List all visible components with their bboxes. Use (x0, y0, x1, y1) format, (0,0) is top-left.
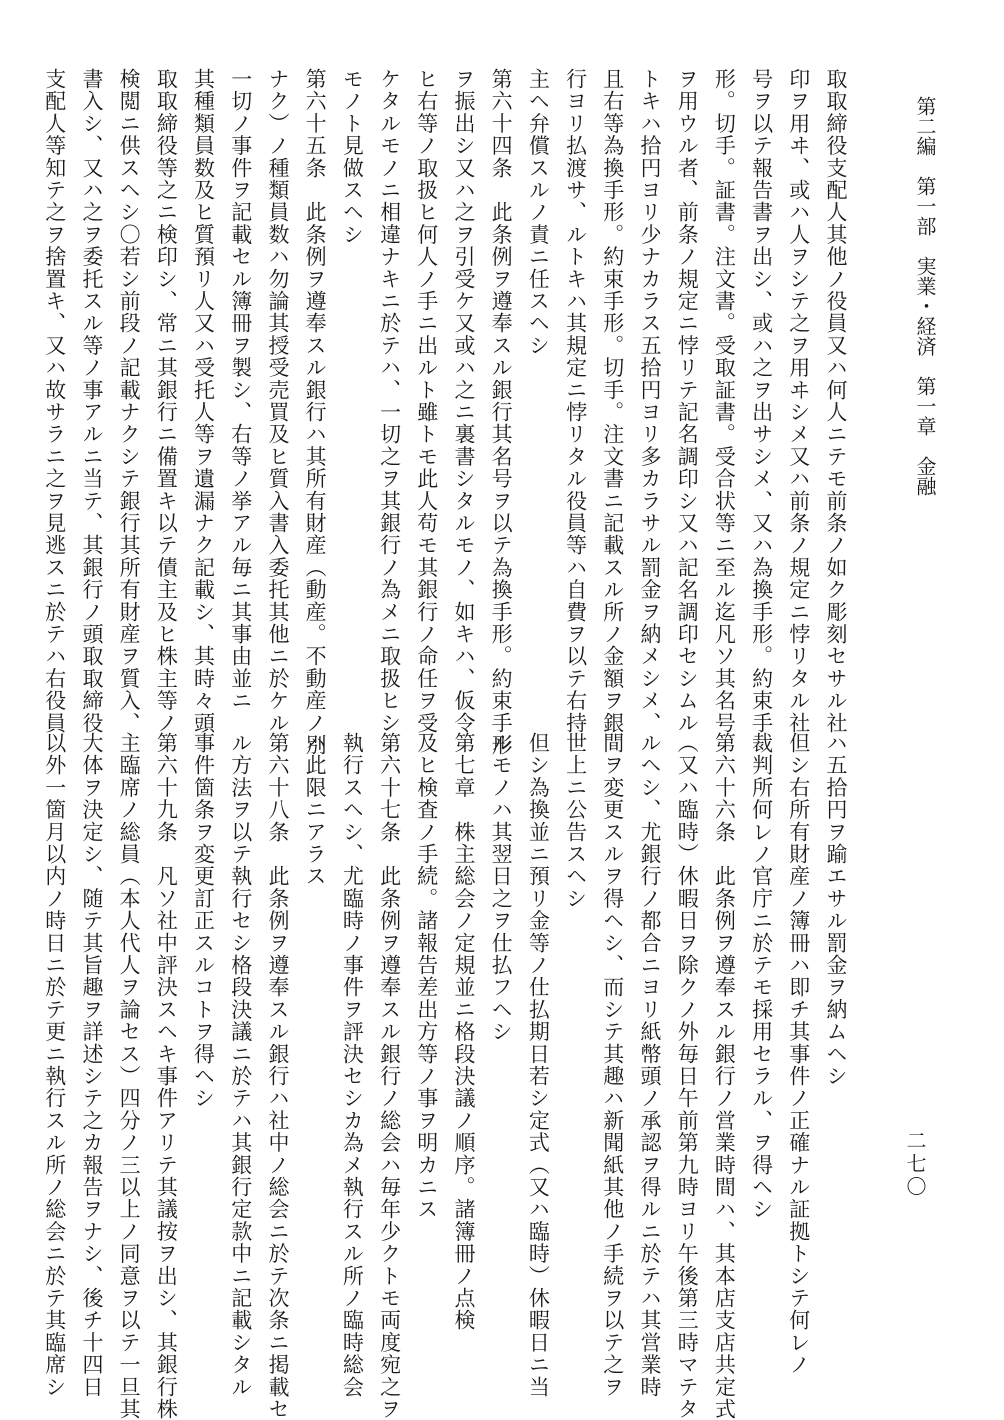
text-line: 執行スヘシ、尤臨時ノ事件ヲ評決セシカ為メ執行スル所ノ臨時総会 (340, 732, 365, 1398)
text-line: 裁判所何レノ官庁ニ於テモ採用セラル、ヲ得ヘシ (749, 732, 774, 1221)
text-line: 以外一箇月以内ノ時日ニ於テ更ニ執行スル所ノ総会ニ於テ其臨席シ (42, 732, 67, 1398)
chapter-7-heading-line: 第七章 株主総会ノ定規並ニ格段決議ノ順序。諸簿冊ノ点検 (451, 732, 476, 1332)
upper-text-block (42, 68, 854, 757)
running-head: 第二編 第一部 実業・経済 第一章 金融 (913, 96, 937, 496)
article-64-heading-line: 第六十四条 此条例ヲ遵奉スル銀行其名号ヲ以テ為換手形。約束手形 (489, 68, 514, 757)
text-line: 間ヲ変更スルヲ得ヘシ、而シテ其趣ハ新聞紙其他ノ手続ヲ以テ之ヲ (600, 732, 625, 1399)
text-line: 其種類員数及ヒ質預リ人又ハ受托人等ヲ遺漏ナク記載シ、其時々頭 (191, 68, 216, 734)
article-69-heading-line: 第六十九条 凡ソ社中評決スヘキ事件アリテ其議按ヲ出シ、其銀行株 (154, 732, 179, 1420)
text-line: ナク）ノ種類員数ハ勿論其授受売買及ヒ質入書入委托其他ニ於ケル (265, 68, 290, 734)
text-line: ハ此限ニアラス (303, 732, 328, 888)
page-number: 二七〇 (903, 1130, 927, 1199)
text-line: 取取締役等之ニ検印シ、常ニ其銀行ニ備置キ以テ債主及ヒ株主等ノ (154, 68, 179, 734)
text-line: 但シ為換並ニ預リ金等ノ仕払期日若シ定式（又ハ臨時）休暇日ニ当 (526, 732, 551, 1398)
text-line: 取取締役支配人其他ノ役員又ハ何人ニテモ前条ノ如ク彫刻セサル社 (824, 68, 848, 734)
article-67-heading-line: 第六十七条 此条例ヲ遵奉スル銀行ノ総会ハ毎年少クトモ両度宛之ヲ (377, 732, 402, 1420)
text-line: 支配人等知テ之ヲ捨置キ、又ハ故サラニ之ヲ見逃スニ於テハ右役員 (42, 68, 67, 734)
article-68-heading-line: 第六十八条 此条例ヲ遵奉スル銀行ハ社中ノ総会ニ於テ次条ニ掲載セ (265, 732, 290, 1420)
text-line: 且右等為換手形。約束手形。切手。注文書ニ記載スル所ノ金額ヲ銀 (600, 68, 625, 734)
text-line: 世上ニ公告スヘシ (563, 732, 588, 910)
text-line: 主臨席ノ総員（本人代人ヲ論セス）四分ノ三以上ノ同意ヲ以テ一旦其 (117, 732, 142, 1420)
text-line: 行ヨリ払渡サ、ルトキハ其規定ニ悖リタル役員等ハ自費ヲ以テ右持 (563, 68, 588, 734)
text-line: 但シ右所有財産ノ簿冊ハ即チ其事件ノ正確ナル証拠トシテ何レノ (786, 732, 811, 1376)
text-line: 書入シ、又ハ之ヲ委托スル等ノ事アルニ当テ、其銀行ノ頭取取締役 (79, 68, 104, 734)
text-line: 検閲ニ供スヘシ〇若シ前段ノ記載ナクシテ銀行其所有財産ヲ質入、 (117, 68, 142, 734)
chapter-7-heading-line: 及ヒ検査ノ手続。諸報告差出方等ノ事ヲ明カニス (414, 732, 439, 1221)
text-line: （又ハ臨時）休暇日ヲ除クノ外毎日午前第九時ヨリ午後第三時マテタ (675, 732, 700, 1420)
lower-text-block (42, 732, 854, 1420)
text-line: ケタルモノニ相違ナキニ於テハ、一切之ヲ其銀行ノ為メニ取扱ヒシ (377, 68, 402, 734)
text-line: 主ヘ弁償スルノ責ニ任スヘシ (526, 68, 551, 357)
text-line: ヲ振出シ又ハ之ヲ引受ケ又或ハ之ニ裏書シタルモノ、如キハ、仮令 (451, 68, 476, 734)
text-line: 事件箇条ヲ変更訂正スルコトヲ得ヘシ (191, 732, 216, 1110)
text-line: 大体ヲ決定シ、随テ其旨趣ヲ詳述シテ之カ報告ヲナシ、後チ十四日 (79, 732, 104, 1398)
article-66-heading-line: 第六十六条 此条例ヲ遵奉スル銀行ノ営業時間ハ、其本店支店共定式 (712, 732, 737, 1420)
text-line: ヒ右等ノ取扱ヒ何人ノ手ニ出ルト雖トモ此人苟モ其銀行ノ命任ヲ受 (414, 68, 439, 734)
text-line: ルモノハ其翌日之ヲ仕払フヘシ (489, 732, 514, 1043)
text-line: ハ五拾円ヲ踰エサル罰金ヲ納ムヘシ (824, 732, 848, 1088)
text-line: ルヘシ、尤銀行ノ都合ニヨリ紙幣頭ノ承認ヲ得ルニ於テハ其営業時 (637, 732, 662, 1398)
text-line: 一切ノ事件ヲ記載セル簿冊ヲ製シ、右等ノ挙アル毎ニ其事由並ニ (228, 68, 253, 712)
text-line: 印ヲ用ヰ、或ハ人ヲシテ之ヲ用ヰシメ又ハ前条ノ規定ニ悖リタル社 (786, 68, 811, 734)
text-line: トキハ拾円ヨリ少ナカラス五拾円ヨリ多カラサル罰金ヲ納メシメ、 (637, 68, 662, 734)
text-line: モノト見做スヘシ (340, 68, 365, 246)
article-65-heading-line: 第六十五条 此条例ヲ遵奉スル銀行ハ其所有財産（動産。不動産ノ別 (303, 68, 328, 757)
text-line: 形。切手。証書。注文書。受取証書。受合状等ニ至ル迄凡ソ其名号 (712, 68, 737, 734)
text-line: ヲ用ウル者、前条ノ規定ニ悖リテ記名調印シ又ハ記名調印セシムル (675, 68, 700, 734)
text-line: ル方法ヲ以テ執行セシ格段決議ニ於テハ其銀行定款中ニ記載シタル (228, 732, 253, 1398)
text-line: 号ヲ以テ報告書ヲ出シ、或ハ之ヲ出サシメ、又ハ為換手形。約束手 (749, 68, 774, 734)
